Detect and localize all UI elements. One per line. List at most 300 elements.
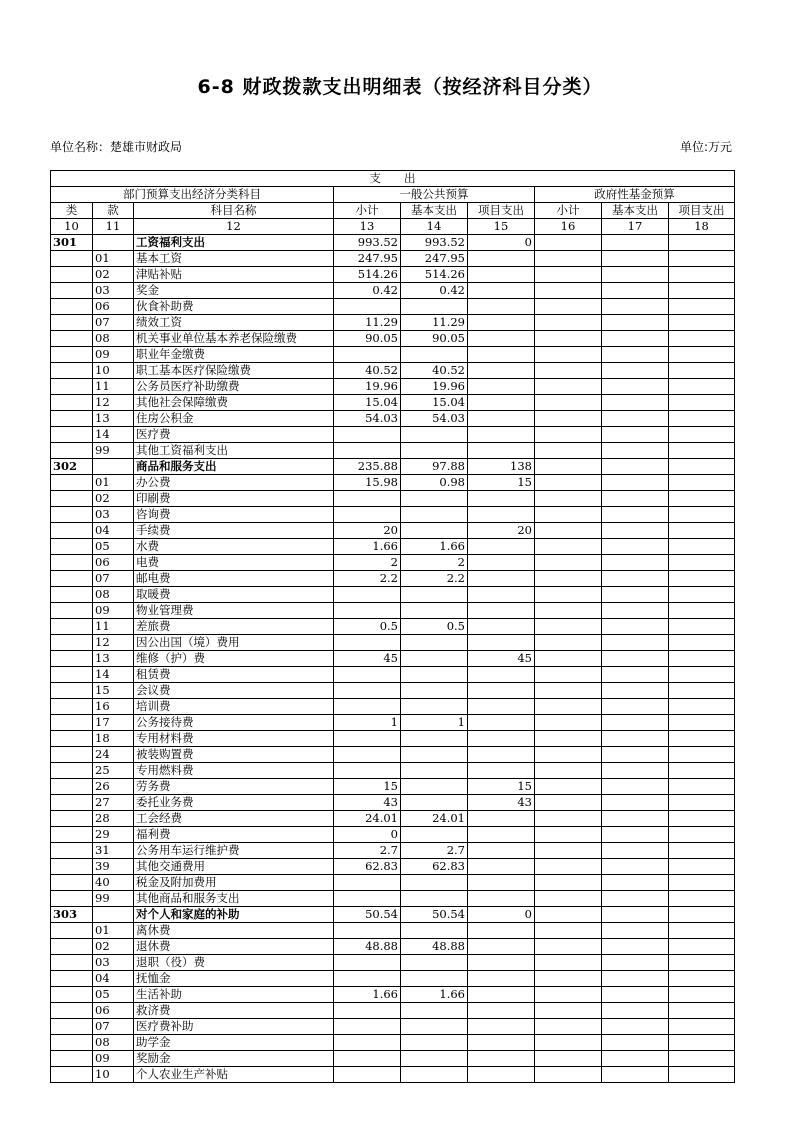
cell-subtotal bbox=[334, 603, 401, 619]
cell-subtotal bbox=[334, 683, 401, 699]
cell-fund-empty bbox=[669, 1067, 735, 1083]
cell-fund-empty bbox=[669, 811, 735, 827]
cell-category bbox=[51, 539, 93, 555]
cell-item: 04 bbox=[93, 523, 134, 539]
cell-project bbox=[468, 507, 535, 523]
cell-item: 11 bbox=[93, 379, 134, 395]
header-row-columns bbox=[51, 203, 735, 219]
cell-fund-empty bbox=[602, 539, 669, 555]
cell-fund-empty bbox=[535, 811, 602, 827]
cell-fund-empty bbox=[669, 859, 735, 875]
cell-category bbox=[51, 267, 93, 283]
cell-fund-empty bbox=[535, 427, 602, 443]
header-num: 11 bbox=[93, 219, 134, 235]
cell-subject-name: 工会经费 bbox=[134, 811, 334, 827]
cell-project bbox=[468, 955, 535, 971]
table-row bbox=[51, 955, 735, 971]
cell-fund-empty bbox=[535, 587, 602, 603]
cell-fund-empty bbox=[602, 971, 669, 987]
cell-subtotal bbox=[334, 971, 401, 987]
cell-fund-empty bbox=[535, 699, 602, 715]
cell-basic: 62.83 bbox=[401, 859, 468, 875]
cell-fund-empty bbox=[602, 715, 669, 731]
cell-fund-empty bbox=[602, 635, 669, 651]
cell-fund-empty bbox=[535, 411, 602, 427]
cell-subject-name: 会议费 bbox=[134, 683, 334, 699]
cell-item: 06 bbox=[93, 555, 134, 571]
cell-basic bbox=[401, 667, 468, 683]
cell-item: 13 bbox=[93, 411, 134, 427]
cell-category bbox=[51, 251, 93, 267]
cell-item: 03 bbox=[93, 955, 134, 971]
cell-fund-empty bbox=[602, 859, 669, 875]
cell-project bbox=[468, 1019, 535, 1035]
cell-subtotal: 0.42 bbox=[334, 283, 401, 299]
cell-item: 10 bbox=[93, 363, 134, 379]
table-row bbox=[51, 603, 735, 619]
cell-subtotal: 90.05 bbox=[334, 331, 401, 347]
cell-project bbox=[468, 859, 535, 875]
table-row bbox=[51, 459, 735, 475]
cell-fund-empty bbox=[535, 571, 602, 587]
cell-basic bbox=[401, 1035, 468, 1051]
cell-item: 14 bbox=[93, 427, 134, 443]
cell-fund-empty bbox=[535, 347, 602, 363]
cell-project bbox=[468, 315, 535, 331]
cell-project: 0 bbox=[468, 907, 535, 923]
cell-subject-name: 邮电费 bbox=[134, 571, 334, 587]
table-row bbox=[51, 987, 735, 1003]
cell-subject-name: 劳务费 bbox=[134, 779, 334, 795]
cell-fund-empty bbox=[669, 907, 735, 923]
cell-category bbox=[51, 379, 93, 395]
cell-fund-empty bbox=[669, 267, 735, 283]
cell-project bbox=[468, 299, 535, 315]
cell-basic: 993.52 bbox=[401, 235, 468, 251]
cell-fund-empty bbox=[669, 539, 735, 555]
cell-fund-empty bbox=[669, 299, 735, 315]
cell-category bbox=[51, 811, 93, 827]
cell-project bbox=[468, 427, 535, 443]
cell-item: 17 bbox=[93, 715, 134, 731]
cell-category bbox=[51, 731, 93, 747]
cell-subject-name: 办公费 bbox=[134, 475, 334, 491]
cell-subject-name: 退休费 bbox=[134, 939, 334, 955]
cell-basic bbox=[401, 491, 468, 507]
cell-subject-name: 绩效工资 bbox=[134, 315, 334, 331]
cell-fund-empty bbox=[535, 1067, 602, 1083]
cell-category bbox=[51, 875, 93, 891]
cell-fund-empty bbox=[669, 683, 735, 699]
cell-category bbox=[51, 507, 93, 523]
cell-item: 11 bbox=[93, 619, 134, 635]
cell-subject-name: 咨询费 bbox=[134, 507, 334, 523]
cell-subject-name: 其他工资福利支出 bbox=[134, 443, 334, 459]
cell-fund-empty bbox=[602, 795, 669, 811]
cell-fund-empty bbox=[669, 955, 735, 971]
cell-basic: 1.66 bbox=[401, 987, 468, 1003]
table-row bbox=[51, 539, 735, 555]
cell-subtotal: 50.54 bbox=[334, 907, 401, 923]
cell-subject-name: 津贴补贴 bbox=[134, 267, 334, 283]
cell-fund-empty bbox=[602, 555, 669, 571]
cell-subtotal bbox=[334, 1067, 401, 1083]
cell-subtotal bbox=[334, 1003, 401, 1019]
table-row bbox=[51, 875, 735, 891]
cell-category bbox=[51, 587, 93, 603]
cell-project bbox=[468, 379, 535, 395]
cell-project bbox=[468, 411, 535, 427]
cell-fund-empty bbox=[669, 411, 735, 427]
cell-project: 43 bbox=[468, 795, 535, 811]
header-col-subtotal: 小计 bbox=[334, 203, 401, 219]
table-row bbox=[51, 571, 735, 587]
cell-item: 14 bbox=[93, 667, 134, 683]
cell-fund-empty bbox=[602, 491, 669, 507]
cell-category bbox=[51, 651, 93, 667]
cell-subject-name: 水费 bbox=[134, 539, 334, 555]
table-row bbox=[51, 763, 735, 779]
cell-fund-empty bbox=[669, 891, 735, 907]
cell-basic bbox=[401, 1019, 468, 1035]
cell-project bbox=[468, 395, 535, 411]
cell-subtotal bbox=[334, 299, 401, 315]
cell-fund-empty bbox=[602, 267, 669, 283]
cell-subtotal bbox=[334, 491, 401, 507]
cell-category bbox=[51, 1051, 93, 1067]
cell-basic bbox=[401, 603, 468, 619]
cell-fund-empty bbox=[535, 843, 602, 859]
cell-basic: 0.42 bbox=[401, 283, 468, 299]
cell-basic bbox=[401, 827, 468, 843]
table-row bbox=[51, 891, 735, 907]
cell-subtotal: 24.01 bbox=[334, 811, 401, 827]
cell-fund-empty bbox=[669, 715, 735, 731]
table-row bbox=[51, 859, 735, 875]
cell-fund-empty bbox=[535, 475, 602, 491]
cell-project bbox=[468, 635, 535, 651]
cell-category: 301 bbox=[51, 235, 93, 251]
cell-project bbox=[468, 331, 535, 347]
cell-basic bbox=[401, 699, 468, 715]
cell-item: 18 bbox=[93, 731, 134, 747]
cell-basic bbox=[401, 443, 468, 459]
cell-subject-name: 物业管理费 bbox=[134, 603, 334, 619]
cell-fund-empty bbox=[602, 283, 669, 299]
cell-fund-empty bbox=[535, 507, 602, 523]
cell-fund-empty bbox=[602, 379, 669, 395]
cell-basic bbox=[401, 891, 468, 907]
cell-fund-empty bbox=[535, 891, 602, 907]
cell-fund-empty bbox=[535, 363, 602, 379]
cell-basic bbox=[401, 971, 468, 987]
cell-subtotal: 2.7 bbox=[334, 843, 401, 859]
cell-fund-empty bbox=[669, 507, 735, 523]
cell-fund-empty bbox=[669, 875, 735, 891]
cell-fund-empty bbox=[602, 235, 669, 251]
cell-basic: 0.98 bbox=[401, 475, 468, 491]
cell-fund-empty bbox=[535, 299, 602, 315]
cell-category: 303 bbox=[51, 907, 93, 923]
cell-category bbox=[51, 699, 93, 715]
cell-subject-name: 因公出国（境）费用 bbox=[134, 635, 334, 651]
cell-fund-empty bbox=[535, 523, 602, 539]
cell-fund-empty bbox=[669, 523, 735, 539]
table-row bbox=[51, 363, 735, 379]
cell-category bbox=[51, 955, 93, 971]
table-row bbox=[51, 795, 735, 811]
cell-subject-name: 基本工资 bbox=[134, 251, 334, 267]
cell-basic: 50.54 bbox=[401, 907, 468, 923]
cell-subject-name: 医疗费 bbox=[134, 427, 334, 443]
header-col-lei: 类 bbox=[51, 203, 93, 219]
cell-fund-empty bbox=[669, 331, 735, 347]
cell-fund-empty bbox=[535, 779, 602, 795]
cell-subject-name: 个人农业生产补贴 bbox=[134, 1067, 334, 1083]
cell-fund-empty bbox=[535, 619, 602, 635]
header-num: 14 bbox=[401, 219, 468, 235]
cell-basic: 24.01 bbox=[401, 811, 468, 827]
cell-subject-name: 专用燃料费 bbox=[134, 763, 334, 779]
cell-item: 15 bbox=[93, 683, 134, 699]
table-row bbox=[51, 667, 735, 683]
cell-fund-empty bbox=[602, 683, 669, 699]
cell-fund-empty bbox=[669, 731, 735, 747]
cell-category bbox=[51, 987, 93, 1003]
table-row bbox=[51, 523, 735, 539]
cell-fund-empty bbox=[669, 971, 735, 987]
cell-subtotal: 48.88 bbox=[334, 939, 401, 955]
table-row bbox=[51, 923, 735, 939]
cell-subject-name: 商品和服务支出 bbox=[134, 459, 334, 475]
table-row bbox=[51, 235, 735, 251]
cell-project bbox=[468, 283, 535, 299]
cell-project bbox=[468, 683, 535, 699]
cell-subtotal: 45 bbox=[334, 651, 401, 667]
cell-fund-empty bbox=[669, 763, 735, 779]
table-row bbox=[51, 635, 735, 651]
cell-category bbox=[51, 1003, 93, 1019]
cell-item: 26 bbox=[93, 779, 134, 795]
cell-subtotal: 40.52 bbox=[334, 363, 401, 379]
cell-subtotal: 62.83 bbox=[334, 859, 401, 875]
cell-fund-empty bbox=[602, 987, 669, 1003]
cell-subject-name: 离休费 bbox=[134, 923, 334, 939]
cell-subject-name: 培训费 bbox=[134, 699, 334, 715]
cell-item: 40 bbox=[93, 875, 134, 891]
cell-subject-name: 奖励金 bbox=[134, 1051, 334, 1067]
table-row bbox=[51, 683, 735, 699]
cell-project bbox=[468, 747, 535, 763]
cell-subtotal bbox=[334, 875, 401, 891]
cell-fund-empty bbox=[669, 779, 735, 795]
header-num: 18 bbox=[669, 219, 735, 235]
cell-project bbox=[468, 587, 535, 603]
cell-fund-empty bbox=[669, 459, 735, 475]
table-row bbox=[51, 731, 735, 747]
cell-item: 04 bbox=[93, 971, 134, 987]
cell-category bbox=[51, 923, 93, 939]
cell-project bbox=[468, 539, 535, 555]
cell-subtotal bbox=[334, 443, 401, 459]
header-row-groups bbox=[51, 187, 735, 203]
cell-subtotal bbox=[334, 1051, 401, 1067]
cell-subtotal bbox=[334, 507, 401, 523]
table-row bbox=[51, 747, 735, 763]
cell-fund-empty bbox=[535, 971, 602, 987]
cell-subject-name: 其他交通费用 bbox=[134, 859, 334, 875]
table-row bbox=[51, 299, 735, 315]
cell-fund-empty bbox=[602, 507, 669, 523]
cell-subject-name: 福利费 bbox=[134, 827, 334, 843]
cell-category: 302 bbox=[51, 459, 93, 475]
cell-fund-empty bbox=[535, 827, 602, 843]
cell-category bbox=[51, 747, 93, 763]
cell-fund-empty bbox=[602, 1035, 669, 1051]
cell-project bbox=[468, 875, 535, 891]
header-col-fund-project: 项目支出 bbox=[669, 203, 735, 219]
cell-fund-empty bbox=[669, 283, 735, 299]
table-row bbox=[51, 443, 735, 459]
cell-subtotal: 11.29 bbox=[334, 315, 401, 331]
cell-subtotal: 19.96 bbox=[334, 379, 401, 395]
table-row bbox=[51, 1003, 735, 1019]
cell-project bbox=[468, 923, 535, 939]
cell-subtotal: 43 bbox=[334, 795, 401, 811]
cell-item: 05 bbox=[93, 987, 134, 1003]
cell-category bbox=[51, 571, 93, 587]
cell-basic bbox=[401, 795, 468, 811]
cell-subtotal bbox=[334, 1035, 401, 1051]
cell-project bbox=[468, 1035, 535, 1051]
cell-basic: 247.95 bbox=[401, 251, 468, 267]
table-row bbox=[51, 811, 735, 827]
cell-fund-empty bbox=[535, 539, 602, 555]
expenditure-table bbox=[50, 170, 735, 1083]
cell-subject-name: 对个人和家庭的补助 bbox=[134, 907, 334, 923]
cell-subtotal bbox=[334, 427, 401, 443]
cell-fund-empty bbox=[602, 251, 669, 267]
cell-project bbox=[468, 891, 535, 907]
cell-category bbox=[51, 603, 93, 619]
cell-subject-name: 专用材料费 bbox=[134, 731, 334, 747]
cell-project bbox=[468, 715, 535, 731]
cell-basic bbox=[401, 923, 468, 939]
cell-basic: 0.5 bbox=[401, 619, 468, 635]
cell-fund-empty bbox=[602, 731, 669, 747]
cell-fund-empty bbox=[535, 443, 602, 459]
cell-item: 10 bbox=[93, 1067, 134, 1083]
cell-subtotal: 2 bbox=[334, 555, 401, 571]
cell-subtotal bbox=[334, 731, 401, 747]
cell-basic bbox=[401, 635, 468, 651]
cell-fund-empty bbox=[535, 283, 602, 299]
cell-fund-empty bbox=[602, 827, 669, 843]
cell-fund-empty bbox=[669, 427, 735, 443]
cell-fund-empty bbox=[535, 731, 602, 747]
header-num: 17 bbox=[602, 219, 669, 235]
cell-basic bbox=[401, 779, 468, 795]
cell-fund-empty bbox=[602, 651, 669, 667]
cell-subtotal bbox=[334, 747, 401, 763]
table-row bbox=[51, 283, 735, 299]
cell-fund-empty bbox=[669, 795, 735, 811]
cell-item: 02 bbox=[93, 491, 134, 507]
header-group-classification: 部门预算支出经济分类科目 bbox=[51, 187, 334, 203]
cell-project bbox=[468, 763, 535, 779]
cell-basic: 11.29 bbox=[401, 315, 468, 331]
cell-fund-empty bbox=[669, 651, 735, 667]
cell-project bbox=[468, 1067, 535, 1083]
cell-basic: 2.7 bbox=[401, 843, 468, 859]
cell-fund-empty bbox=[669, 923, 735, 939]
cell-fund-empty bbox=[535, 987, 602, 1003]
cell-category bbox=[51, 299, 93, 315]
cell-fund-empty bbox=[535, 923, 602, 939]
cell-subject-name: 差旅费 bbox=[134, 619, 334, 635]
cell-subject-name: 手续费 bbox=[134, 523, 334, 539]
cell-category bbox=[51, 859, 93, 875]
cell-fund-empty bbox=[669, 1019, 735, 1035]
cell-fund-empty bbox=[535, 715, 602, 731]
cell-project bbox=[468, 347, 535, 363]
cell-subtotal: 15.04 bbox=[334, 395, 401, 411]
table-row bbox=[51, 475, 735, 491]
cell-fund-empty bbox=[669, 443, 735, 459]
cell-fund-empty bbox=[602, 955, 669, 971]
cell-category bbox=[51, 683, 93, 699]
cell-subtotal: 1.66 bbox=[334, 539, 401, 555]
cell-fund-empty bbox=[535, 1019, 602, 1035]
cell-fund-empty bbox=[669, 827, 735, 843]
cell-fund-empty bbox=[602, 619, 669, 635]
cell-item: 13 bbox=[93, 651, 134, 667]
cell-fund-empty bbox=[602, 939, 669, 955]
cell-project bbox=[468, 251, 535, 267]
cell-project bbox=[468, 619, 535, 635]
cell-subtotal: 514.26 bbox=[334, 267, 401, 283]
cell-project bbox=[468, 731, 535, 747]
cell-item: 09 bbox=[93, 1051, 134, 1067]
cell-fund-empty bbox=[669, 555, 735, 571]
cell-fund-empty bbox=[669, 1051, 735, 1067]
cell-category bbox=[51, 523, 93, 539]
cell-project: 45 bbox=[468, 651, 535, 667]
cell-subject-name: 公务接待费 bbox=[134, 715, 334, 731]
cell-fund-empty bbox=[535, 1051, 602, 1067]
cell-subtotal: 20 bbox=[334, 523, 401, 539]
cell-subject-name: 医疗费补助 bbox=[134, 1019, 334, 1035]
cell-fund-empty bbox=[602, 699, 669, 715]
cell-fund-empty bbox=[535, 859, 602, 875]
table-row bbox=[51, 1019, 735, 1035]
cell-category bbox=[51, 491, 93, 507]
cell-item: 25 bbox=[93, 763, 134, 779]
page-title: 6-8 财政拨款支出明细表（按经济科目分类） bbox=[197, 76, 603, 98]
cell-item: 12 bbox=[93, 635, 134, 651]
cell-project: 138 bbox=[468, 459, 535, 475]
cell-basic bbox=[401, 747, 468, 763]
cell-subtotal: 15.98 bbox=[334, 475, 401, 491]
cell-subject-name: 助学金 bbox=[134, 1035, 334, 1051]
cell-project bbox=[468, 1051, 535, 1067]
cell-item: 07 bbox=[93, 315, 134, 331]
cell-item: 99 bbox=[93, 891, 134, 907]
table-row bbox=[51, 347, 735, 363]
cell-project bbox=[468, 939, 535, 955]
cell-category bbox=[51, 283, 93, 299]
cell-fund-empty bbox=[669, 235, 735, 251]
